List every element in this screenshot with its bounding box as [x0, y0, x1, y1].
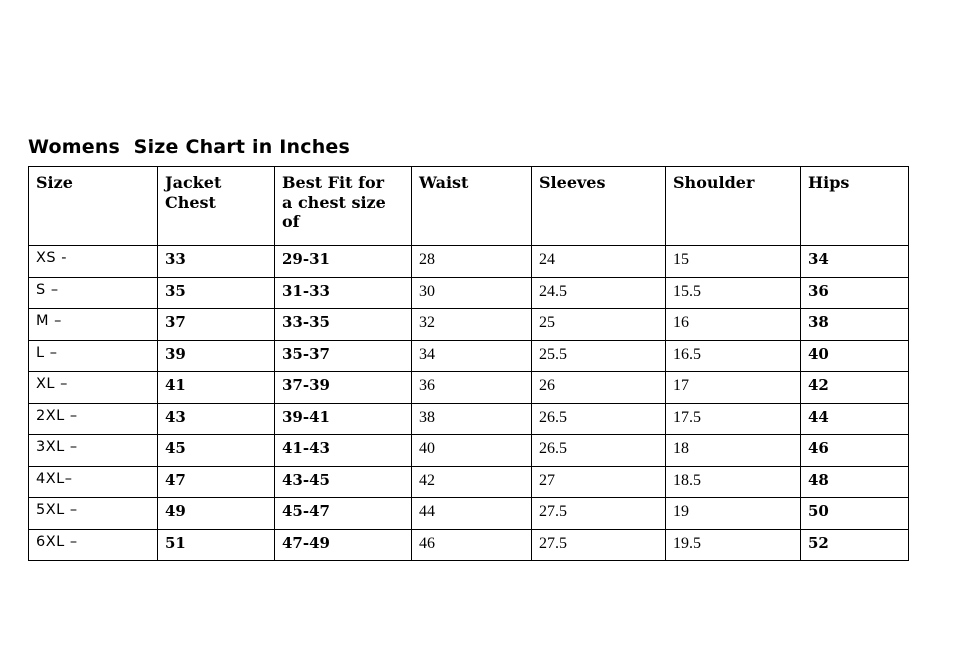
column-header-sleeves-label: Sleeves	[539, 173, 606, 192]
table-cell: 2XL –	[29, 403, 158, 435]
table-cell: 28	[412, 246, 532, 278]
table-cell: 34	[412, 340, 532, 372]
table-row	[29, 435, 909, 467]
column-header-size-label: Size	[36, 173, 73, 192]
table-cell: 50	[801, 498, 909, 530]
table-cell: 36	[412, 372, 532, 404]
table-cell: 24	[532, 246, 666, 278]
table-cell: 27.5	[532, 529, 666, 561]
table-cell: 17	[666, 372, 801, 404]
column-header-jacket-chest	[158, 167, 275, 246]
column-header-best-fit	[275, 167, 412, 246]
table-row	[29, 277, 909, 309]
table-cell: 35	[158, 277, 275, 309]
table-row	[29, 403, 909, 435]
column-header-size	[29, 167, 158, 246]
table-cell: 47-49	[275, 529, 412, 561]
table-header-row	[29, 167, 909, 246]
table-row	[29, 246, 909, 278]
table-cell: 40	[412, 435, 532, 467]
table-cell: 3XL –	[29, 435, 158, 467]
table-cell: 38	[801, 309, 909, 341]
table-cell: 19.5	[666, 529, 801, 561]
table-cell: 38	[412, 403, 532, 435]
table-body	[29, 246, 909, 561]
table-cell: 35-37	[275, 340, 412, 372]
column-header-waist	[412, 167, 532, 246]
table-cell: 31-33	[275, 277, 412, 309]
table-cell: 16.5	[666, 340, 801, 372]
column-header-best-fit-line1: Best Fit for	[282, 173, 385, 192]
table-cell: 4XL–	[29, 466, 158, 498]
table-cell: 33	[158, 246, 275, 278]
table-cell: 48	[801, 466, 909, 498]
table-cell: 17.5	[666, 403, 801, 435]
table-cell: 37-39	[275, 372, 412, 404]
table-cell: 52	[801, 529, 909, 561]
column-header-best-fit-line2: a chest size	[282, 192, 386, 212]
table-cell: 32	[412, 309, 532, 341]
table-cell: 49	[158, 498, 275, 530]
size-chart-table	[28, 166, 909, 561]
table-cell: 27.5	[532, 498, 666, 530]
table-cell: 33-35	[275, 309, 412, 341]
table-cell: 46	[412, 529, 532, 561]
column-header-sleeves	[532, 167, 666, 246]
page-title: Womens Size Chart in Inches	[28, 136, 351, 158]
table-row	[29, 340, 909, 372]
table-cell: 51	[158, 529, 275, 561]
table-cell: XS -	[29, 246, 158, 278]
table-cell: 15.5	[666, 277, 801, 309]
table-cell: 25	[532, 309, 666, 341]
table-cell: 26.5	[532, 435, 666, 467]
table-cell: 46	[801, 435, 909, 467]
table-cell: 18.5	[666, 466, 801, 498]
column-header-waist-label: Waist	[419, 173, 469, 192]
column-header-best-fit-line3: of	[282, 212, 300, 232]
table-cell: 43	[158, 403, 275, 435]
table-cell: 15	[666, 246, 801, 278]
table-row	[29, 466, 909, 498]
column-header-shoulder	[666, 167, 801, 246]
table-cell: 5XL –	[29, 498, 158, 530]
table-cell: 26.5	[532, 403, 666, 435]
table-cell: 44	[412, 498, 532, 530]
table-row	[29, 372, 909, 404]
table-cell: 42	[412, 466, 532, 498]
table-cell: XL –	[29, 372, 158, 404]
table-cell: 29-31	[275, 246, 412, 278]
table-cell: 24.5	[532, 277, 666, 309]
table-cell: M –	[29, 309, 158, 341]
column-header-shoulder-label: Shoulder	[673, 173, 755, 192]
table-row	[29, 309, 909, 341]
table-cell: 34	[801, 246, 909, 278]
table-row	[29, 498, 909, 530]
table-cell: 44	[801, 403, 909, 435]
table-row	[29, 529, 909, 561]
table-cell: 41	[158, 372, 275, 404]
table-cell: 37	[158, 309, 275, 341]
table-cell: 40	[801, 340, 909, 372]
column-header-hips-label: Hips	[808, 173, 850, 192]
table-cell: S –	[29, 277, 158, 309]
table-cell: 42	[801, 372, 909, 404]
table-cell: L –	[29, 340, 158, 372]
table-cell: 30	[412, 277, 532, 309]
table-cell: 45	[158, 435, 275, 467]
column-header-jacket-chest-line2: Chest	[165, 192, 216, 212]
table-cell: 27	[532, 466, 666, 498]
table-cell: 47	[158, 466, 275, 498]
table-cell: 39	[158, 340, 275, 372]
table-cell: 41-43	[275, 435, 412, 467]
table-cell: 26	[532, 372, 666, 404]
table-cell: 45-47	[275, 498, 412, 530]
table-cell: 18	[666, 435, 801, 467]
column-header-hips	[801, 167, 909, 246]
table-cell: 25.5	[532, 340, 666, 372]
column-header-jacket-chest-line1: Jacket	[165, 173, 222, 192]
table-cell: 6XL –	[29, 529, 158, 561]
table-cell: 43-45	[275, 466, 412, 498]
table-cell: 16	[666, 309, 801, 341]
table-cell: 19	[666, 498, 801, 530]
table-cell: 36	[801, 277, 909, 309]
table-cell: 39-41	[275, 403, 412, 435]
